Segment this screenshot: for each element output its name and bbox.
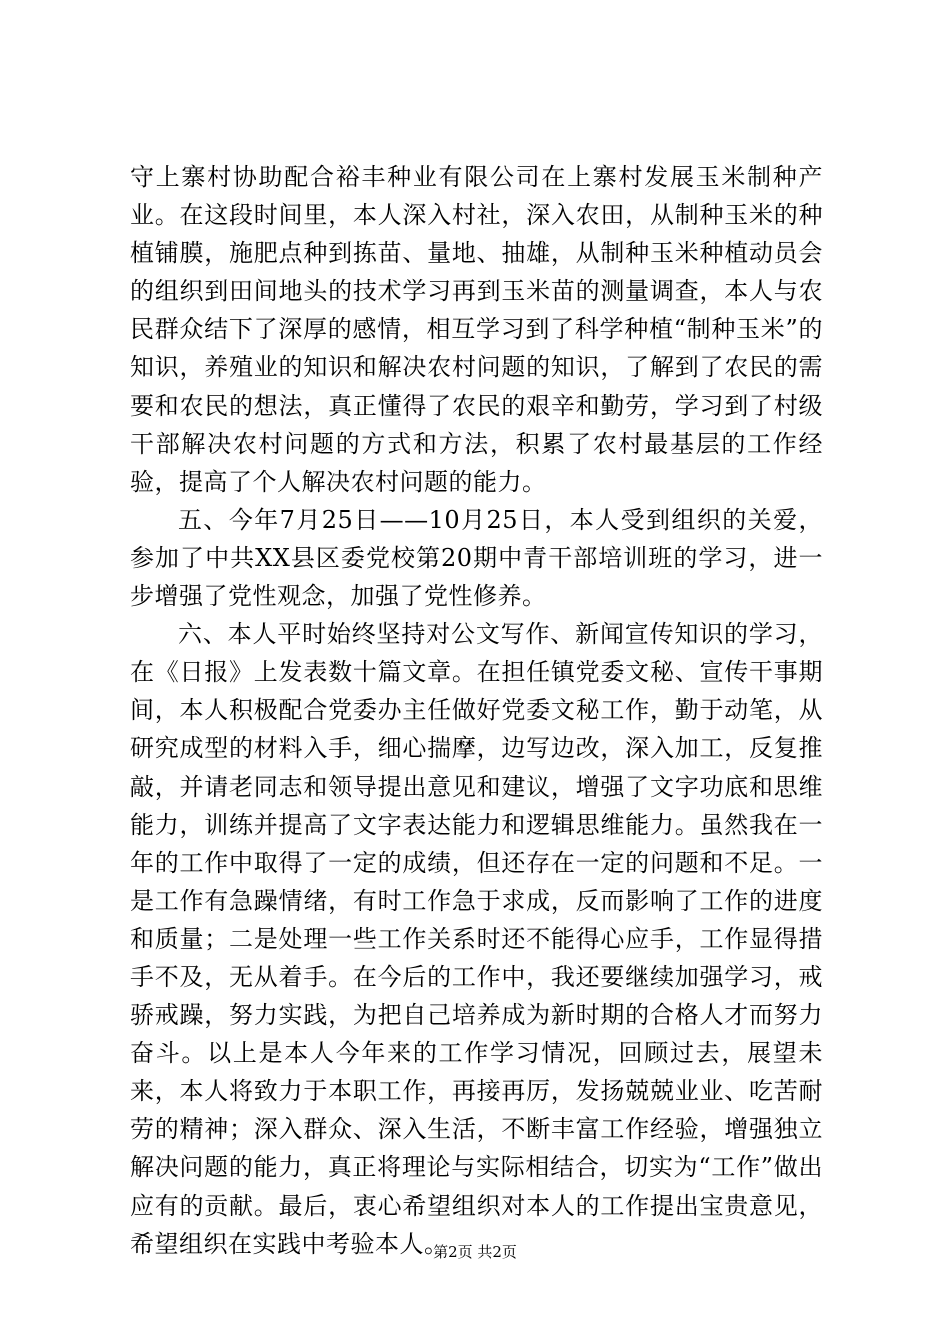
page-footer: 第2页 共2页 <box>433 1243 517 1261</box>
paragraph-item-six: 六、本人平时始终坚持对公文写作、新闻宣传知识的学习，在《日报》上发表数十篇文章。在担任镇党委文秘、宣传干事期间，本人积极配合党委办主任做好党委文秘工作，勤于动笔，从研究成型的材料入手，细心揣摩，边写边改，深入加工，反复推敲，并请老同志和领导提出意见和建议，增强了文字功底和思维能力，训练并提高了文字表达能力和逻辑思维能力。虽然我在一年的工作中取得了一定的成绩，但还存在一定的问题和不足。一是工作有急躁情绪，有时工作急于求成，反而影响了工作的进度和质量；二是处理一些工作关系时还不能得心应手，工作显得措手不及，无从着手。在今后的工作中，我还要继续加强学习，戒骄戒躁，努力实践，为把自己培养成为新时期的合格人才而努力奋斗。以上是本人今年来的工作学习情况，回顾过去，展望未来，本人将致力于本职工作，再接再厉，发扬兢兢业业、吃苦耐劳的精神；深入群众、深入生活，不断丰富工作经验，增强独立解决问题的能力，真正将理论与实际相结合，切实为“工作”做出应有的贡献。最后，衷心希望组织对本人的工作提出宝贵意见，希望组织在实践中考验本人。 <box>130 620 823 1258</box>
document-body <box>130 158 823 1263</box>
paragraph-item-five: 五、今年7月25日——10月25日，本人受到组织的关爱，参加了中共XX县区委党校第20期中青干部培训班的学习，进一步增强了党性观念，加强了党性修养。 <box>130 505 823 611</box>
paragraph-continued: 守上寨村协助配合裕丰种业有限公司在上寨村发展玉米制种产业。在这段时间里，本人深入村社，深入农田，从制种玉米的种植铺膜，施肥点种到拣苗、量地、抽雄，从制种玉米种植动员会的组织到田间地头的技术学习再到玉米苗的测量调查，本人与农民群众结下了深厚的感情，相互学习到了科学种植“制种玉米”的知识，养殖业的知识和解决农村问题的知识，了解到了农民的需要和农民的想法，真正懂得了农民的艰辛和勤劳，学习到了村级干部解决农村问题的方式和方法，积累了农村最基层的工作经验，提高了个人解决农村问题的能力。 <box>130 163 823 496</box>
